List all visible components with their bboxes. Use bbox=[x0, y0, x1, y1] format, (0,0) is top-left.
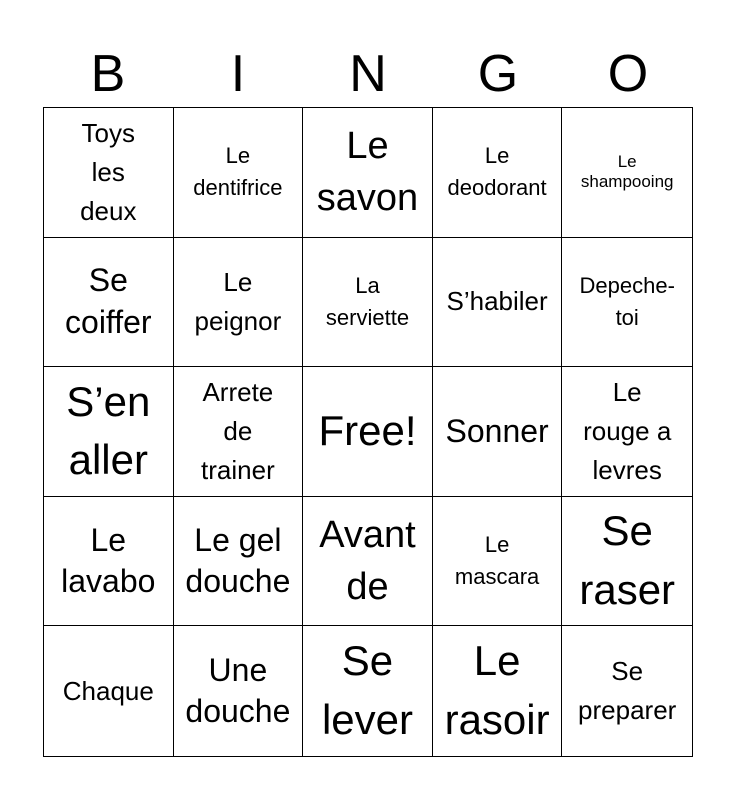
bingo-cell[interactable]: Le deodorant bbox=[433, 108, 563, 238]
header-letter-o: O bbox=[607, 45, 649, 103]
bingo-cell[interactable]: Le lavabo bbox=[44, 497, 174, 627]
bingo-cell[interactable]: Le peignor bbox=[174, 238, 304, 368]
bingo-cell[interactable]: Se raser bbox=[562, 497, 692, 627]
bingo-cell[interactable]: Sonner bbox=[433, 367, 563, 497]
bingo-cell[interactable]: La serviette bbox=[303, 238, 433, 368]
bingo-cell[interactable]: Avant de bbox=[303, 497, 433, 627]
bingo-cell[interactable]: Une douche bbox=[174, 626, 304, 756]
header-letter-g: G bbox=[477, 45, 519, 103]
bingo-cell[interactable]: S’habiler bbox=[433, 238, 563, 368]
bingo-cell[interactable]: Arrete de trainer bbox=[174, 367, 304, 497]
bingo-cell[interactable]: Le gel douche bbox=[174, 497, 304, 627]
bingo-cell[interactable]: Le mascara bbox=[433, 497, 563, 627]
bingo-cell[interactable]: Se lever bbox=[303, 626, 433, 756]
bingo-cell[interactable]: Toys les deux bbox=[44, 108, 174, 238]
free-space-cell[interactable]: Free! bbox=[303, 367, 433, 497]
header-letter-b: B bbox=[90, 45, 126, 103]
bingo-board bbox=[43, 107, 693, 757]
header-letter-i: I bbox=[230, 45, 246, 103]
bingo-cell[interactable]: Le rasoir bbox=[433, 626, 563, 756]
bingo-cell[interactable]: Se preparer bbox=[578, 656, 677, 726]
bingo-cell[interactable]: Depeche- toi bbox=[562, 238, 692, 368]
bingo-cell[interactable]: Le rouge a levres bbox=[562, 367, 692, 497]
bingo-header bbox=[43, 40, 693, 108]
bingo-cell[interactable]: Chaque bbox=[44, 626, 174, 756]
bingo-cell[interactable]: Se coiffer bbox=[44, 238, 174, 368]
bingo-cell[interactable]: S’en aller bbox=[44, 367, 174, 497]
bingo-cell[interactable]: Le savon bbox=[303, 108, 433, 238]
bingo-cell[interactable]: Le dentifrice bbox=[174, 108, 304, 238]
bingo-cell[interactable]: Le shampooing bbox=[562, 108, 692, 238]
header-letter-n: N bbox=[349, 45, 387, 103]
